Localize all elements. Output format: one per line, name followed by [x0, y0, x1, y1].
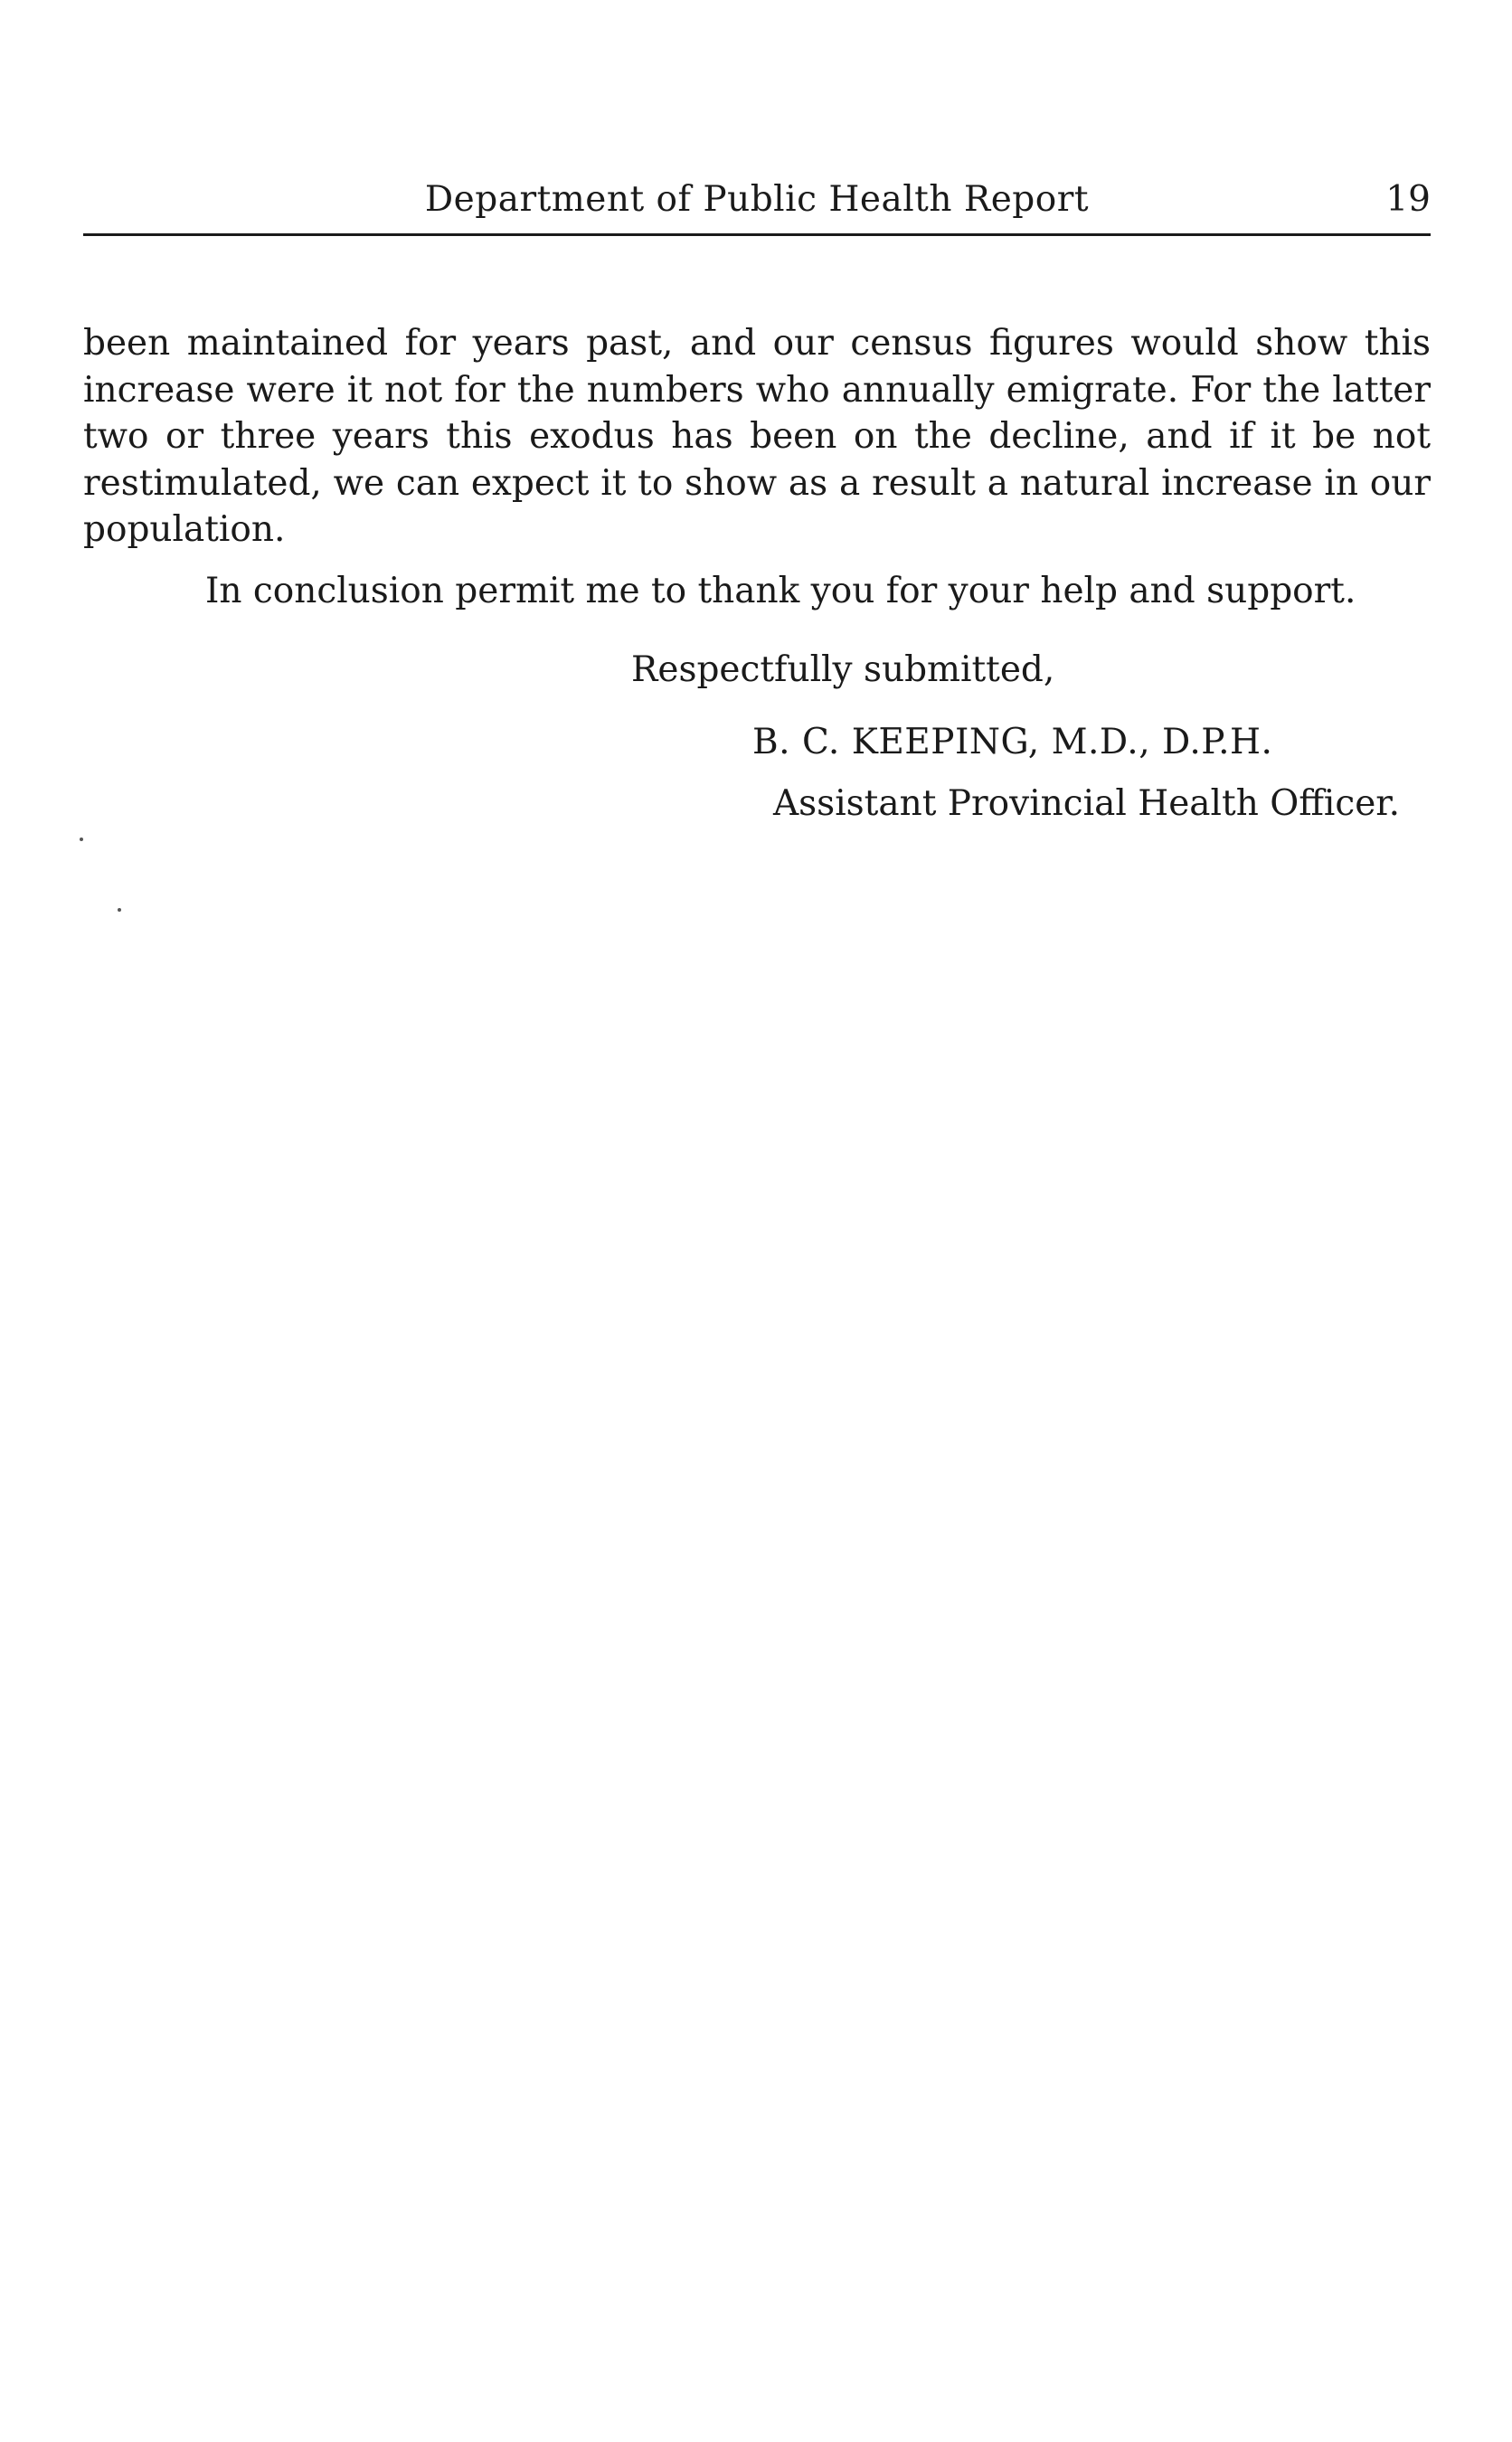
closing-line: Respectfully submitted,: [631, 649, 1055, 690]
signer-name: B. C. KEEPING, M.D., D.P.H.: [752, 722, 1273, 762]
report-body: [83, 320, 1431, 614]
signer-title: Assistant Provincial Health Officer.: [773, 783, 1401, 824]
paragraph-conclusion: In conclusion permit me to thank you for your help and support.: [205, 570, 1356, 611]
page-header: [83, 179, 1431, 236]
running-head: Department of Public Health Report: [424, 179, 1090, 220]
scan-speck: [118, 908, 121, 912]
scan-speck: [80, 838, 83, 841]
paragraph-continuation: been maintained for years past, and our census figures would show this increase were it not for the numbers who annually emigrate. For the latter two or three years this exodus has been on the decline, and if it be not restimulated, we can expect it to show as a result a natural increase in our population.: [83, 323, 1431, 550]
page-number: 19: [1385, 179, 1431, 220]
